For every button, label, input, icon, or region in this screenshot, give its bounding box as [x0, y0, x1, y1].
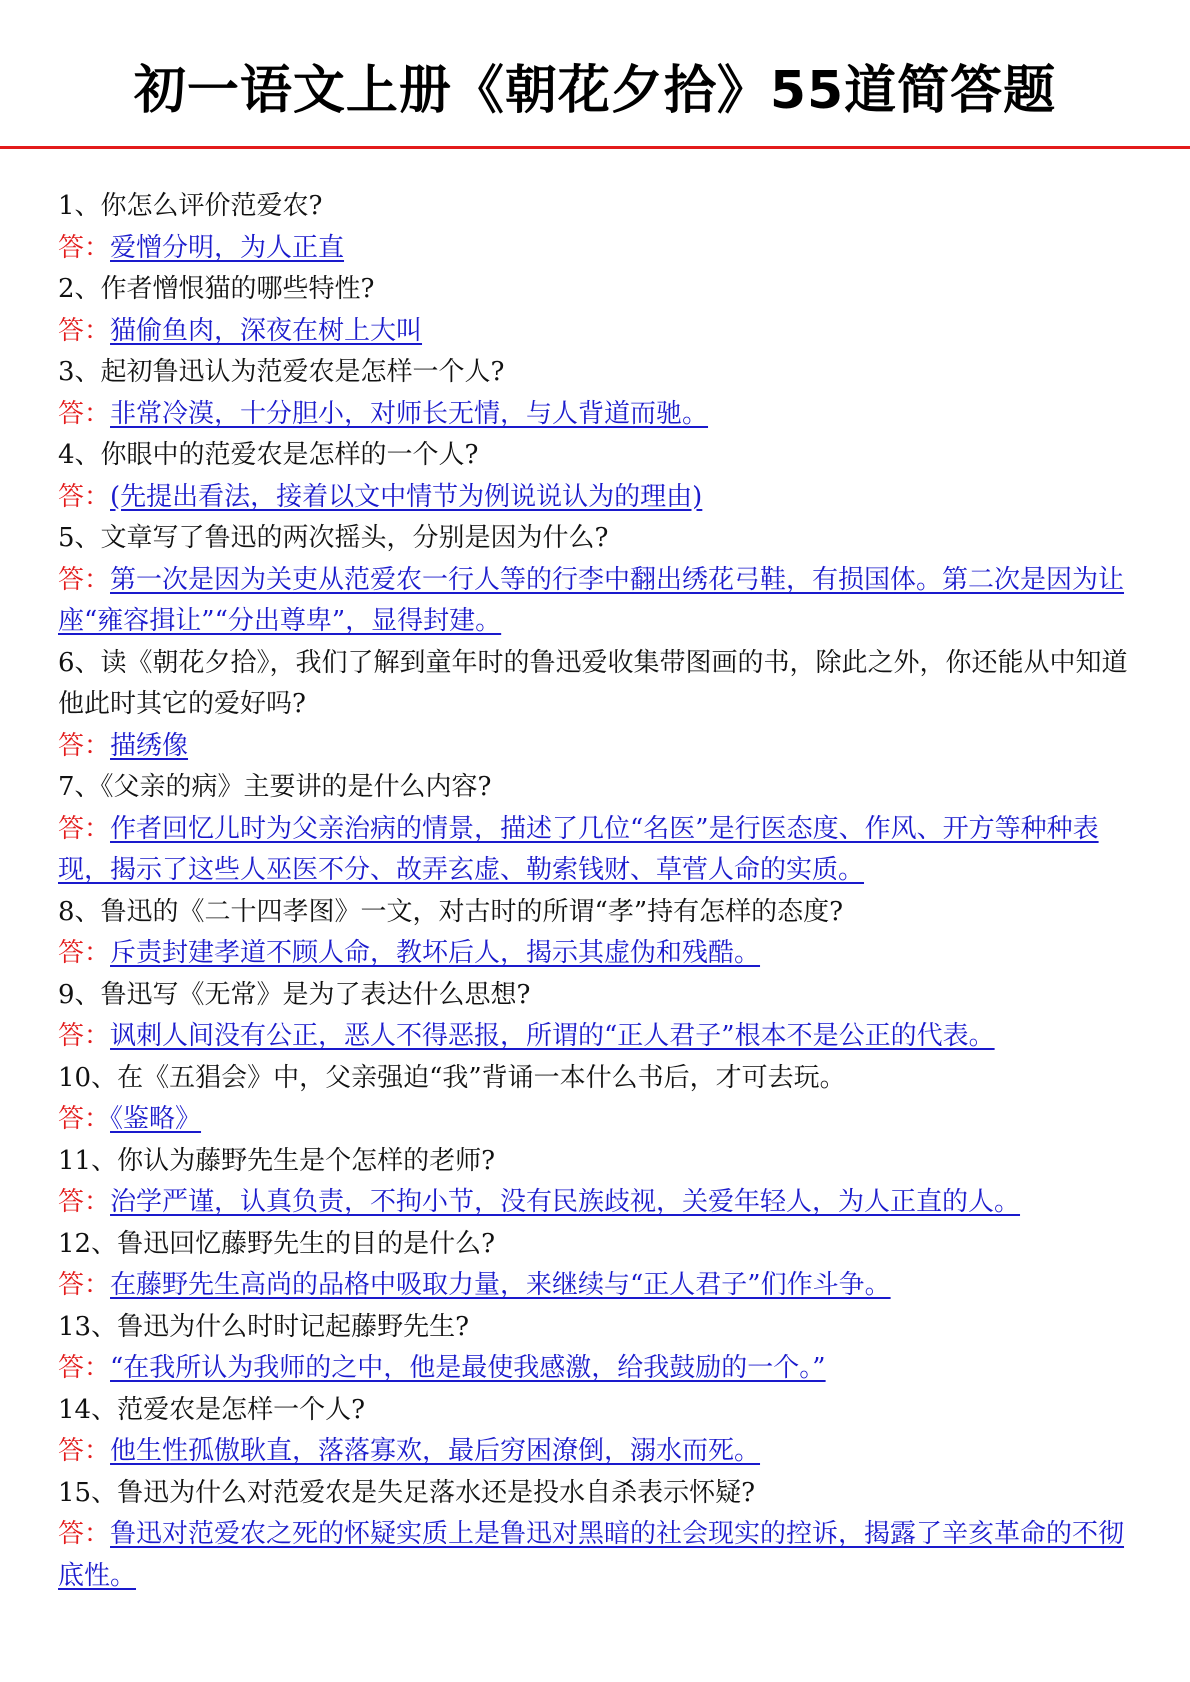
answer-text: 描绣像 [110, 730, 189, 761]
answer [58, 477, 1138, 519]
answer-text: 非常冷漠，十分胆小，对师长无情，与人背道而驰。 [110, 398, 709, 429]
answer-text: 在藤野先生高尚的品格中吸取力量，来继续与“正人君子”们作斗争。 [110, 1270, 891, 1300]
answer-text: 猫偷鱼肉，深夜在树上大叫 [110, 315, 423, 346]
answer-text: 《鉴略》 [110, 1104, 202, 1134]
answer-label: 答： [58, 1270, 111, 1300]
answer-text: 第一次是因为关吏从范爱农一行人等的行李中翻出绣花弓鞋，有损国体。第二次是因为让座“雍容揖让”“分出尊卑”，显得封建。 [58, 564, 1125, 636]
page-header [0, 0, 1190, 140]
answer-text: 爱憎分明，为人正直 [110, 232, 345, 263]
page-title: 初一语文上册《朝花夕拾》55道简答题 [133, 61, 1057, 121]
answer [58, 1514, 1138, 1597]
answer [58, 1265, 1138, 1307]
question: 15、鲁迅为什么对范爱农是失足落水还是投水自杀表示怀疑? [58, 1477, 756, 1508]
question: 10、在《五猖会》中，父亲强迫“我”背诵一本什么书后，才可去玩。 [58, 1062, 846, 1093]
answer-text: (先提出看法，接着以文中情节为例说说认为的理由) [110, 481, 703, 512]
answer [58, 933, 1138, 975]
answer-label: 答： [58, 730, 111, 761]
answer-label: 答： [58, 1519, 111, 1549]
answer [58, 560, 1138, 643]
question: 13、鲁迅为什么时时记起藤野先生? [58, 1311, 470, 1342]
answer-label: 答： [58, 1021, 111, 1051]
answer-label: 答： [58, 232, 111, 263]
answer [58, 1099, 1138, 1141]
question: 14、范爱农是怎样一个人? [58, 1394, 366, 1425]
answer-text: 作者回忆儿时为父亲治病的情景，描述了几位“名医”是行医态度、作风、开方等种种表现，揭示了这些人巫医不分、故弄玄虚、勒索钱财、草菅人命的实质。 [58, 813, 1099, 885]
answer-label: 答： [58, 1353, 111, 1383]
question: 9、鲁迅写《无常》是为了表达什么思想? [58, 979, 531, 1010]
answer [58, 1348, 1138, 1390]
qa-list [58, 186, 1138, 1597]
answer [58, 809, 1138, 892]
answer-label: 答： [58, 813, 111, 844]
answer-text: 治学严谨，认真负责，不拘小节，没有民族歧视，关爱年轻人，为人正直的人。 [110, 1187, 1021, 1217]
question: 11、你认为藤野先生是个怎样的老师? [58, 1145, 496, 1176]
answer-label: 答： [58, 315, 111, 346]
answer-text: “在我所认为我师的之中，他是最使我感激，给我鼓励的一个。” [110, 1353, 826, 1383]
answer-text: 斥责封建孝道不顾人命，教坏后人，揭示其虚伪和残酷。 [110, 938, 761, 968]
answer [58, 1431, 1138, 1473]
answer [58, 1182, 1138, 1224]
answer [58, 726, 1138, 768]
question: 5、文章写了鲁迅的两次摇头，分别是因为什么? [58, 523, 609, 553]
question: 3、起初鲁迅认为范爱农是怎样一个人? [58, 357, 505, 387]
question: 12、鲁迅回忆藤野先生的目的是什么? [58, 1228, 496, 1259]
answer-label: 答： [58, 1187, 111, 1217]
answer-label: 答： [58, 1104, 111, 1134]
question: 7、《父亲的病》主要讲的是什么内容? [58, 772, 492, 802]
question: 2、作者憎恨猫的哪些特性? [58, 274, 375, 304]
answer-label: 答： [58, 938, 111, 968]
answer-label: 答： [58, 398, 111, 429]
question: 1、你怎么评价范爱农? [58, 191, 323, 221]
answer-text: 讽刺人间没有公正，恶人不得恶报，所谓的“正人君子”根本不是公正的代表。 [110, 1021, 995, 1051]
title-divider [0, 146, 1190, 149]
answer [58, 311, 1138, 353]
answer [58, 1016, 1138, 1058]
answer-text: 他生性孤傲耿直，落落寡欢，最后穷困潦倒，溺水而死。 [110, 1436, 761, 1466]
question: 6、读《朝花夕拾》，我们了解到童年时的鲁迅爱收集带图画的书，除此之外，你还能从中知道他此时其它的爱好吗? [58, 647, 1128, 719]
answer-label: 答： [58, 481, 111, 512]
answer-text: 鲁迅对范爱农之死的怀疑实质上是鲁迅对黑暗的社会现实的控诉，揭露了辛亥革命的不彻底性。 [58, 1519, 1125, 1591]
answer-label: 答： [58, 1436, 111, 1466]
answer [58, 228, 1138, 270]
question: 4、你眼中的范爱农是怎样的一个人? [58, 440, 479, 470]
answer [58, 394, 1138, 436]
answer-label: 答： [58, 564, 111, 595]
question: 8、鲁迅的《二十四孝图》一文，对古时的所谓“孝”持有怎样的态度? [58, 896, 844, 927]
